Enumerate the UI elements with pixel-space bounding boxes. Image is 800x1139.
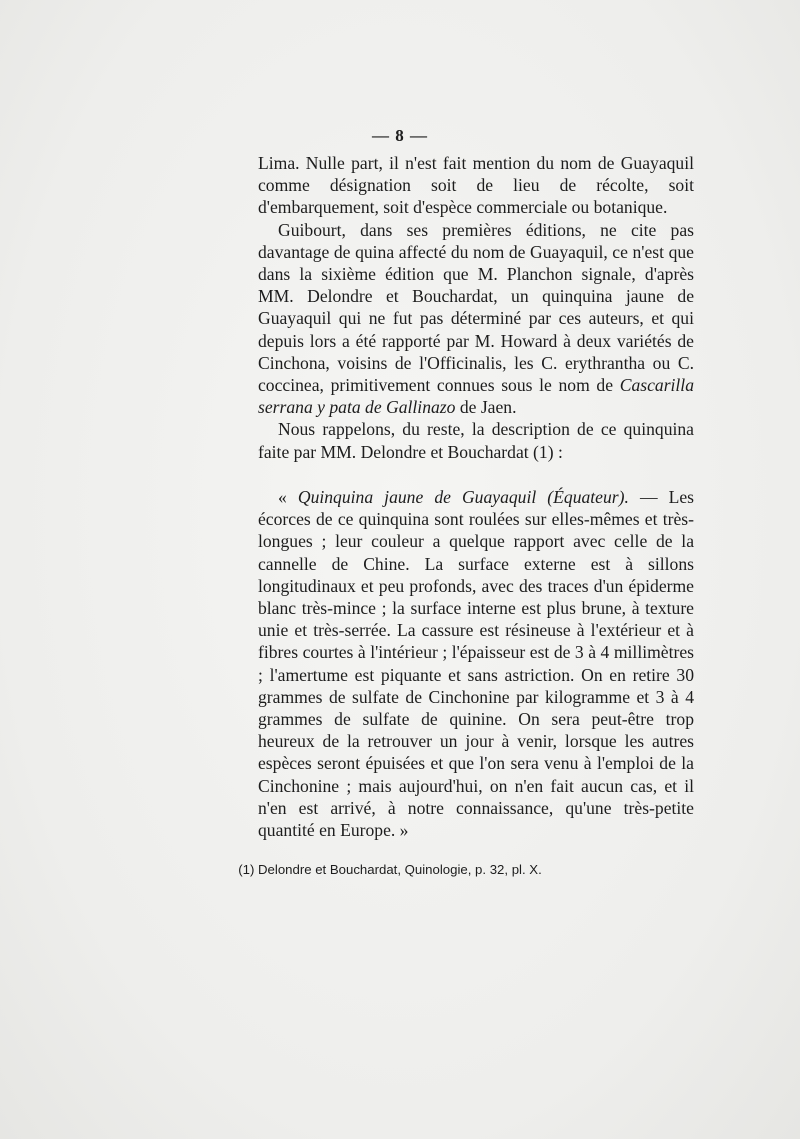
- paragraph-continuation: Lima. Nulle part, il n'est fait mention du nom de Guayaquil comme désignation soit de lieu de récolte, soit d'embarquement, soit d'espèce commerciale ou botanique.: [258, 153, 694, 218]
- species-name-italic: Cascarilla serrana y pata de Gallinazo: [258, 375, 694, 418]
- quote-close-mark: »: [395, 820, 409, 841]
- quote-body: — Les écorces de ce quinquina sont roulées sur elles-mêmes et très-longues ; leur couleur a quelque rapport avec celle de la cannelle de Chine. La surface externe est à sillons longitudinaux et peu profonds, avec des traces d'un épiderme blanc très-mince ; la surface interne est plus brune, à texture unie et très-serrée. La cassure est résineuse à l'extérieur et à fibres courtes à l'intérieur ; l'épaisseur est de 3 à 4 millimètres ; l'amertume est piquante et sans astriction. On en retire 30 grammes de sulfate de Cinchonine par kilogramme et 3 à 4 grammes de sulfate de quinine. On sera peut-être trop heureux de la retrouver un jour à venir, lorsque les autres espèces seront épuisées et que l'on sera venu à l'emploi de la Cinchonine ; mais aujourd'hui, on n'en fait aucun cas, et il n'en est arrivé, à notre connaissance, qu'une très-petite quantité en Europe.: [258, 487, 695, 841]
- paragraph-guibourt: [258, 219, 694, 419]
- footnote: (1) Delondre et Bouchardat, Quinologie, p. 32, pl. X.: [238, 862, 542, 877]
- main-text: [258, 152, 694, 463]
- page-number: — 8 —: [372, 126, 428, 145]
- paragraph-guibourt-end: de Jaen.: [455, 397, 517, 418]
- paragraph-rappel: Nous rappelons, du reste, la description de ce quinquina faite par MM. Delondre et Bouchardat (1) :: [258, 419, 694, 462]
- quote-open-mark: «: [278, 487, 298, 507]
- quotation-block: [258, 486, 694, 841]
- quotation: [258, 486, 694, 841]
- quote-title: Quinquina jaune de Guayaquil (Équateur).: [297, 487, 629, 507]
- paragraph-guibourt-text: Guibourt, dans ses premières éditions, ne cite pas davantage de quina affecté du nom de Guayaquil, ce n'est que dans la sixième édition que M. Planchon signale, d'après MM. Delondre et Bouchardat, un quinquina jaune de Guayaquil qui ne fut pas déterminé par ces auteurs, et qui depuis lors a été rapporté par M. Howard à deux variétés de Cinchona, voisins de l'Officinalis, les C. erythrantha ou C. coccinea, primitivement connues sous le nom de: [258, 219, 694, 396]
